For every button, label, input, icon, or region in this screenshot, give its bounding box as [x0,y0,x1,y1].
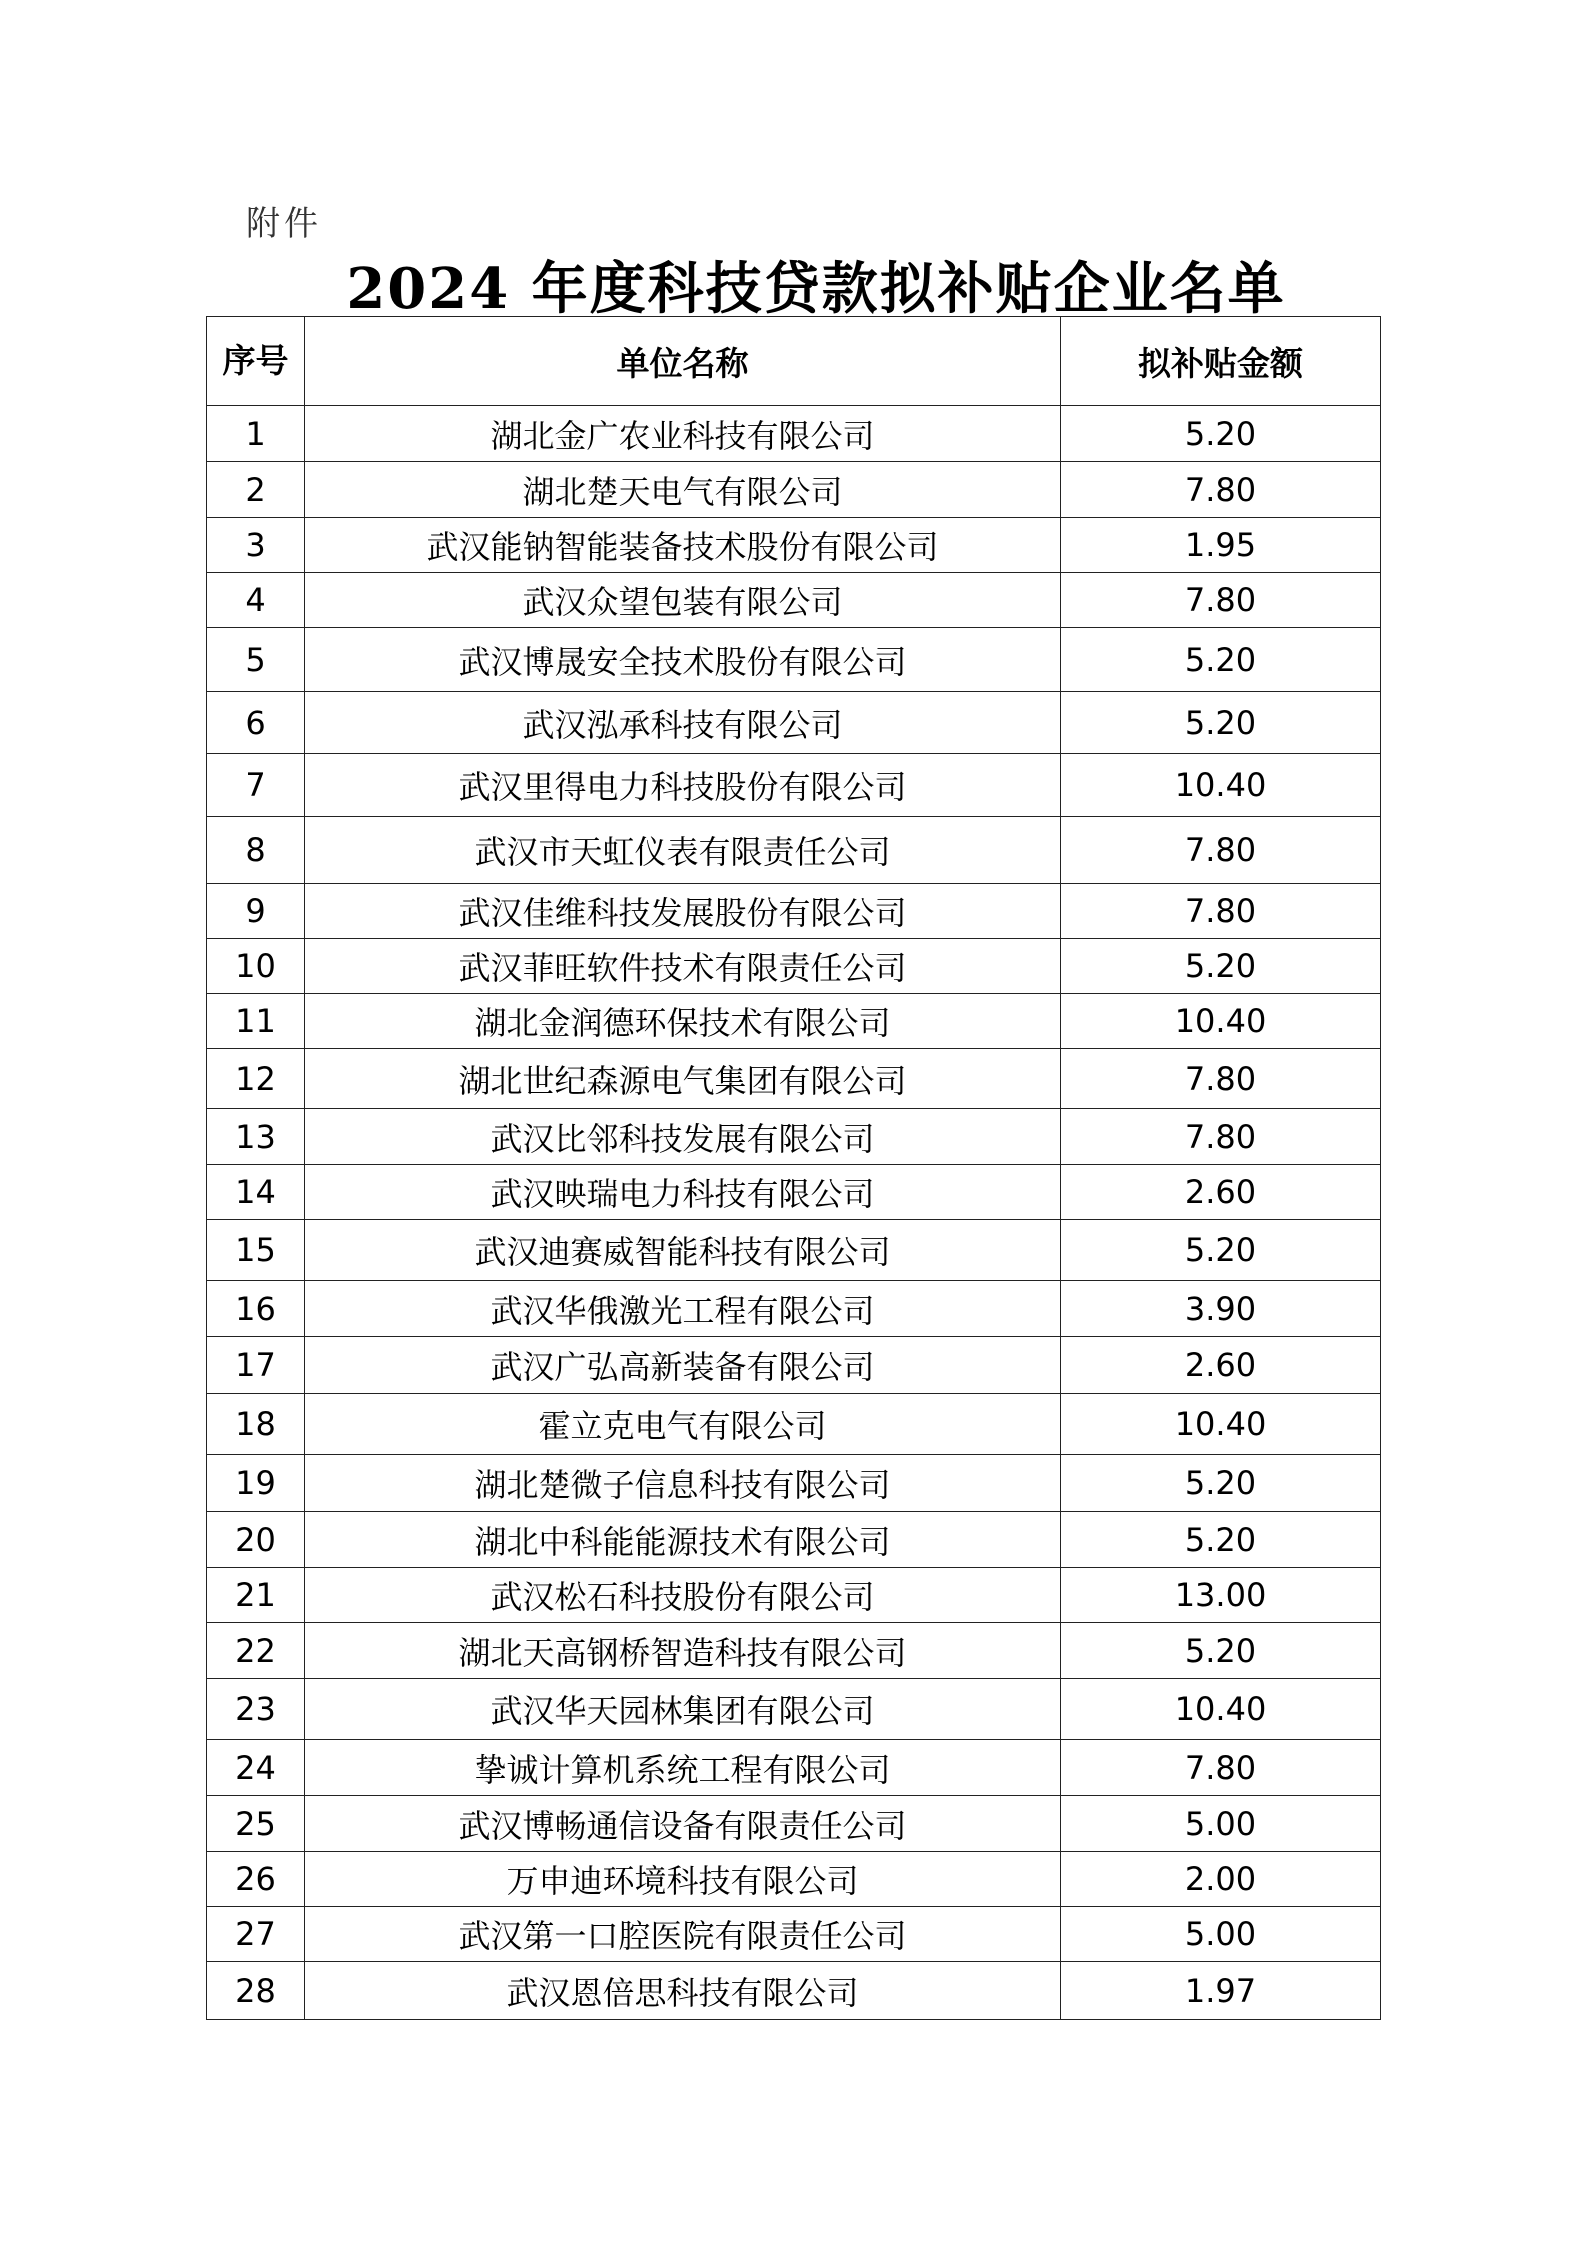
row-index-cell: 12 [207,1049,305,1109]
table-row [207,1165,1381,1220]
subsidy-amount-cell: 2.60 [1061,1165,1381,1220]
company-name-cell: 武汉映瑞电力科技有限公司 [305,1165,1061,1220]
document-title: 2024 年度科技贷款拟补贴企业名单 [346,256,1286,322]
row-index-cell: 26 [207,1852,305,1907]
row-index-cell: 14 [207,1165,305,1220]
table-row [207,1740,1381,1796]
row-index-cell: 25 [207,1796,305,1852]
row-index-cell: 9 [207,884,305,939]
row-index-cell: 1 [207,406,305,462]
table-row [207,1623,1381,1679]
table-row [207,573,1381,628]
row-index-cell: 5 [207,628,305,692]
table-row [207,884,1381,939]
table-row [207,1394,1381,1455]
table-row [207,518,1381,573]
company-name-cell: 湖北中科能能源技术有限公司 [305,1512,1061,1568]
attachment-label: 附件 [246,204,322,244]
row-index-cell: 13 [207,1109,305,1165]
company-name-cell: 湖北楚微子信息科技有限公司 [305,1455,1061,1512]
company-name-cell: 挚诚计算机系统工程有限公司 [305,1740,1061,1796]
company-name-cell: 武汉松石科技股份有限公司 [305,1568,1061,1623]
table-row [207,1109,1381,1165]
table-row [207,406,1381,462]
company-name-cell: 霍立克电气有限公司 [305,1394,1061,1455]
row-index-cell: 17 [207,1337,305,1394]
subsidy-amount-cell: 7.80 [1061,573,1381,628]
table-row [207,994,1381,1049]
row-index-cell: 18 [207,1394,305,1455]
subsidy-amount-cell: 5.00 [1061,1796,1381,1852]
table-row [207,1962,1381,2020]
company-name-cell: 湖北天高钢桥智造科技有限公司 [305,1623,1061,1679]
row-index-cell: 23 [207,1679,305,1740]
subsidy-amount-cell: 5.20 [1061,939,1381,994]
table-row [207,628,1381,692]
company-name-cell: 武汉里得电力科技股份有限公司 [305,754,1061,817]
row-index-cell: 21 [207,1568,305,1623]
row-index-cell: 3 [207,518,305,573]
subsidy-amount-cell: 10.40 [1061,994,1381,1049]
subsidy-amount-cell: 1.97 [1061,1962,1381,2020]
company-name-cell: 湖北金润德环保技术有限公司 [305,994,1061,1049]
subsidy-table [206,316,1381,2020]
company-name-cell: 湖北世纪森源电气集团有限公司 [305,1049,1061,1109]
table-row [207,1337,1381,1394]
table-row [207,692,1381,754]
row-index-cell: 28 [207,1962,305,2020]
table-row [207,1281,1381,1337]
row-index-cell: 11 [207,994,305,1049]
row-index-cell: 22 [207,1623,305,1679]
row-index-cell: 19 [207,1455,305,1512]
table-row [207,939,1381,994]
row-index-cell: 27 [207,1907,305,1962]
table-row [207,1796,1381,1852]
company-name-cell: 武汉菲旺软件技术有限责任公司 [305,939,1061,994]
subsidy-amount-cell: 10.40 [1061,754,1381,817]
company-name-cell: 武汉恩倍思科技有限公司 [305,1962,1061,2020]
subsidy-amount-cell: 7.80 [1061,1049,1381,1109]
row-index-cell: 8 [207,817,305,884]
table-row [207,462,1381,518]
subsidy-amount-cell: 7.80 [1061,1109,1381,1165]
table-row [207,1852,1381,1907]
row-index-cell: 24 [207,1740,305,1796]
row-index-cell: 15 [207,1220,305,1281]
subsidy-amount-cell: 5.20 [1061,692,1381,754]
row-index-cell: 7 [207,754,305,817]
table-row [207,1049,1381,1109]
table-row [207,1568,1381,1623]
subsidy-amount-cell: 5.20 [1061,406,1381,462]
subsidy-amount-cell: 5.20 [1061,1220,1381,1281]
company-name-cell: 万申迪环境科技有限公司 [305,1852,1061,1907]
header-subsidy-amount: 拟补贴金额 [1061,317,1381,406]
company-name-cell: 武汉迪赛威智能科技有限公司 [305,1220,1061,1281]
subsidy-amount-cell: 5.00 [1061,1907,1381,1962]
company-name-cell: 武汉佳维科技发展股份有限公司 [305,884,1061,939]
subsidy-amount-cell: 13.00 [1061,1568,1381,1623]
table-row [207,1455,1381,1512]
subsidy-amount-cell: 7.80 [1061,462,1381,518]
subsidy-amount-cell: 5.20 [1061,1512,1381,1568]
header-index: 序号 [207,317,305,406]
company-name-cell: 武汉华天园林集团有限公司 [305,1679,1061,1740]
subsidy-amount-cell: 5.20 [1061,628,1381,692]
company-name-cell: 武汉众望包装有限公司 [305,573,1061,628]
company-name-cell: 武汉能钠智能装备技术股份有限公司 [305,518,1061,573]
subsidy-amount-cell: 2.00 [1061,1852,1381,1907]
company-name-cell: 武汉广弘高新装备有限公司 [305,1337,1061,1394]
company-name-cell: 武汉博晟安全技术股份有限公司 [305,628,1061,692]
table-row [207,1907,1381,1962]
table-header-row [207,317,1381,406]
row-index-cell: 20 [207,1512,305,1568]
header-company-name: 单位名称 [305,317,1061,406]
table-row [207,1679,1381,1740]
company-name-cell: 武汉博畅通信设备有限责任公司 [305,1796,1061,1852]
company-name-cell: 武汉比邻科技发展有限公司 [305,1109,1061,1165]
subsidy-amount-cell: 3.90 [1061,1281,1381,1337]
subsidy-amount-cell: 5.20 [1061,1455,1381,1512]
table-row [207,754,1381,817]
table-row [207,1512,1381,1568]
row-index-cell: 2 [207,462,305,518]
company-name-cell: 湖北金广农业科技有限公司 [305,406,1061,462]
subsidy-amount-cell: 7.80 [1061,884,1381,939]
subsidy-amount-cell: 10.40 [1061,1394,1381,1455]
row-index-cell: 10 [207,939,305,994]
company-name-cell: 武汉市天虹仪表有限责任公司 [305,817,1061,884]
subsidy-amount-cell: 2.60 [1061,1337,1381,1394]
company-name-cell: 武汉泓承科技有限公司 [305,692,1061,754]
company-name-cell: 武汉华俄激光工程有限公司 [305,1281,1061,1337]
row-index-cell: 6 [207,692,305,754]
table-row [207,1220,1381,1281]
company-name-cell: 武汉第一口腔医院有限责任公司 [305,1907,1061,1962]
subsidy-amount-cell: 10.40 [1061,1679,1381,1740]
subsidy-amount-cell: 5.20 [1061,1623,1381,1679]
row-index-cell: 16 [207,1281,305,1337]
company-name-cell: 湖北楚天电气有限公司 [305,462,1061,518]
subsidy-amount-cell: 7.80 [1061,1740,1381,1796]
row-index-cell: 4 [207,573,305,628]
subsidy-amount-cell: 1.95 [1061,518,1381,573]
table-row [207,817,1381,884]
subsidy-amount-cell: 7.80 [1061,817,1381,884]
